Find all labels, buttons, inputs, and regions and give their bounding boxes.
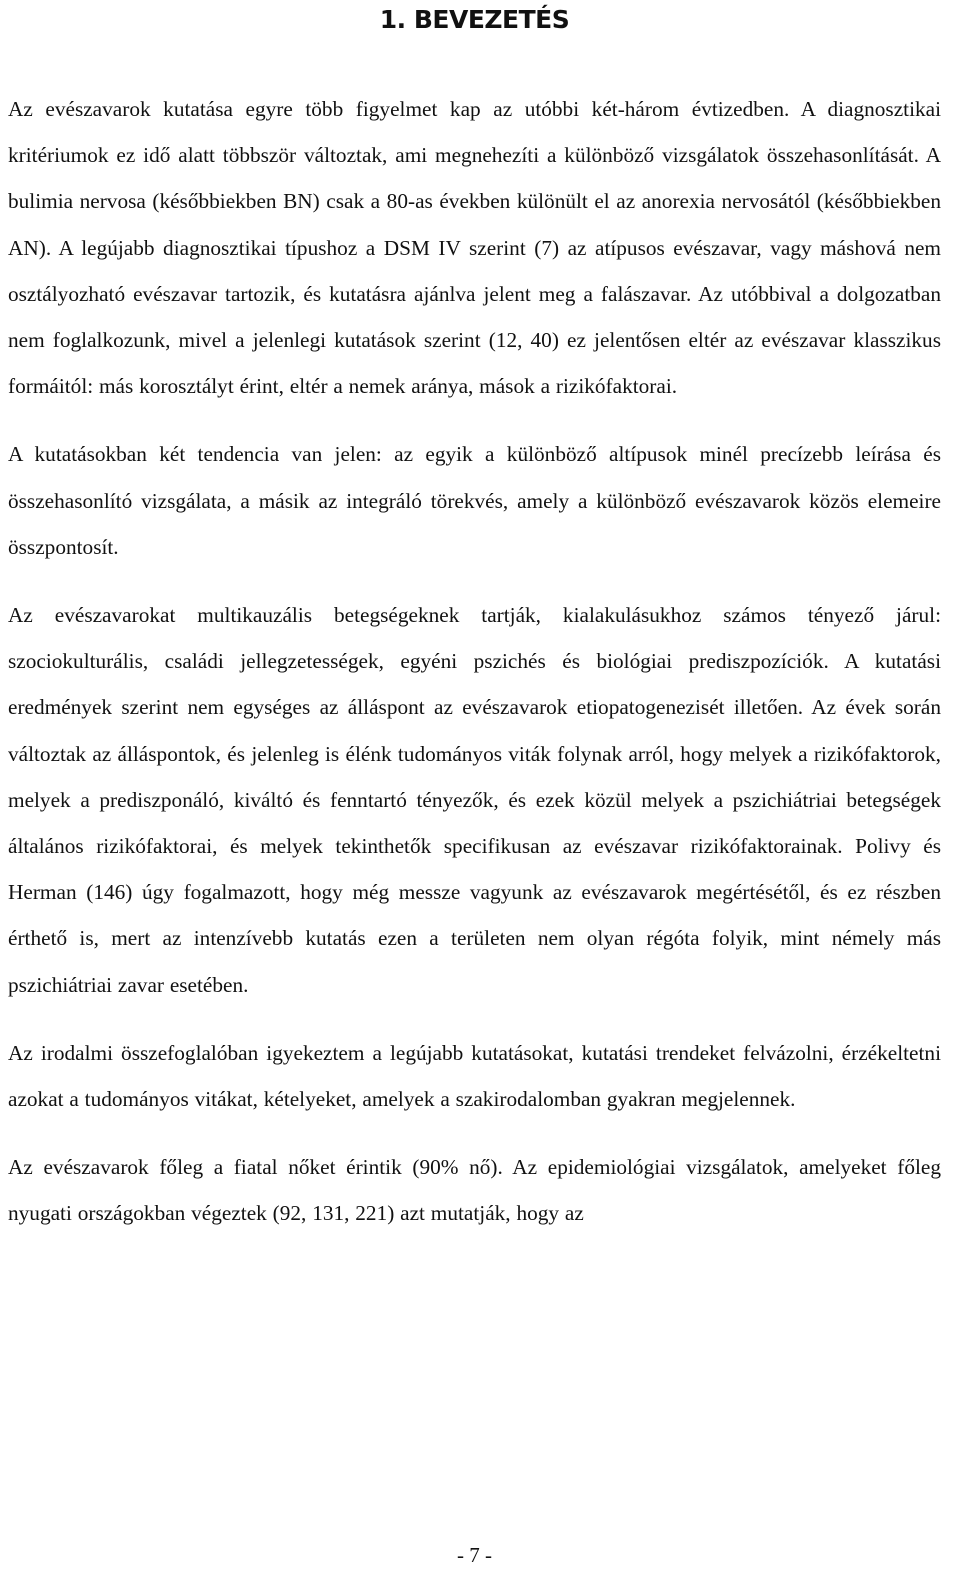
- page-number: - 7 -: [457, 1543, 492, 1567]
- body-text: [8, 86, 941, 1259]
- chapter-title: 1. BEVEZETÉS: [379, 5, 570, 34]
- document-page: [8, 0, 941, 1595]
- paragraph-3: Az evészavarokat multikauzális betegségeknek tartják, kialakulásukhoz számos tényező járul: szociokulturális, családi jellegzetességek, egyéni pszichés és biológiai prediszpozíciók. A kutatási eredmények szerint nem egységes az álláspont az evészavarok etiopatogenezisét illetően. Az évek során változtak az álláspontok, és jelenleg is élénk tudományos viták folynak arról, hogy melyek a rizikófaktorok, melyek a prediszponáló, kiváltó és fenntartó tényezők, és ezek közül melyek a pszichiátriai betegségek általános rizikófaktorai, és melyek tekinthetők specifikusan az evészavar rizikófaktorainak. Polivy és Herman (146) úgy fogalmazott, hogy még messze vagyunk az evészavarok megértésétől, és ez részben érthető is, mert az intenzívebb kutatás ezen a területen nem olyan régóta folyik, mint némely más pszichiátriai zavar esetében.: [8, 603, 941, 997]
- paragraph-4: Az irodalmi összefoglalóban igyekeztem a legújabb kutatásokat, kutatási trendeket felvázolni, érzékeltetni azokat a tudományos vitákat, kételyeket, amelyek a szakirodalomban gyakran megjelennek.: [8, 1040, 941, 1112]
- paragraph-2: A kutatásokban két tendencia van jelen: az egyik a különböző altípusok minél precízebb leírása és összehasonlító vizsgálata, a másik az integráló törekvés, amely a különböző evészavarok közös elemeire összpontosít.: [8, 442, 941, 559]
- paragraph-5: Az evészavarok főleg a fiatal nőket érintik (90% nő). Az epidemiológiai vizsgálatok, amelyeket főleg nyugati országokban végeztek (92, 131, 221) azt mutatják, hogy az: [8, 1155, 941, 1226]
- paragraph-1: Az evészavarok kutatása egyre több figyelmet kap az utóbbi két-három évtizedben. A diagnosztikai kritériumok ez idő alatt többször változtak, ami megnehezíti a különböző vizsgálatok összehasonlítását. A bulimia nervosa (későbbiekben BN) csak a 80-as években különült el az anorexia nervosától (későbbiekben AN). A legújabb diagnosztikai típushoz a DSM IV szerint (7) az atípusos evészavar, vagy máshová nem osztályozható evészavar tartozik, és kutatásra ajánlva jelent meg a falászavar. Az utóbbival a dolgozatban nem foglalkozunk, mivel a jelenlegi kutatások szerint (12, 40) ez jelentősen eltér az evészavar klasszikus formáitól: más korosztályt érint, eltér a nemek aránya, mások a rizikófaktorai.: [8, 97, 941, 399]
